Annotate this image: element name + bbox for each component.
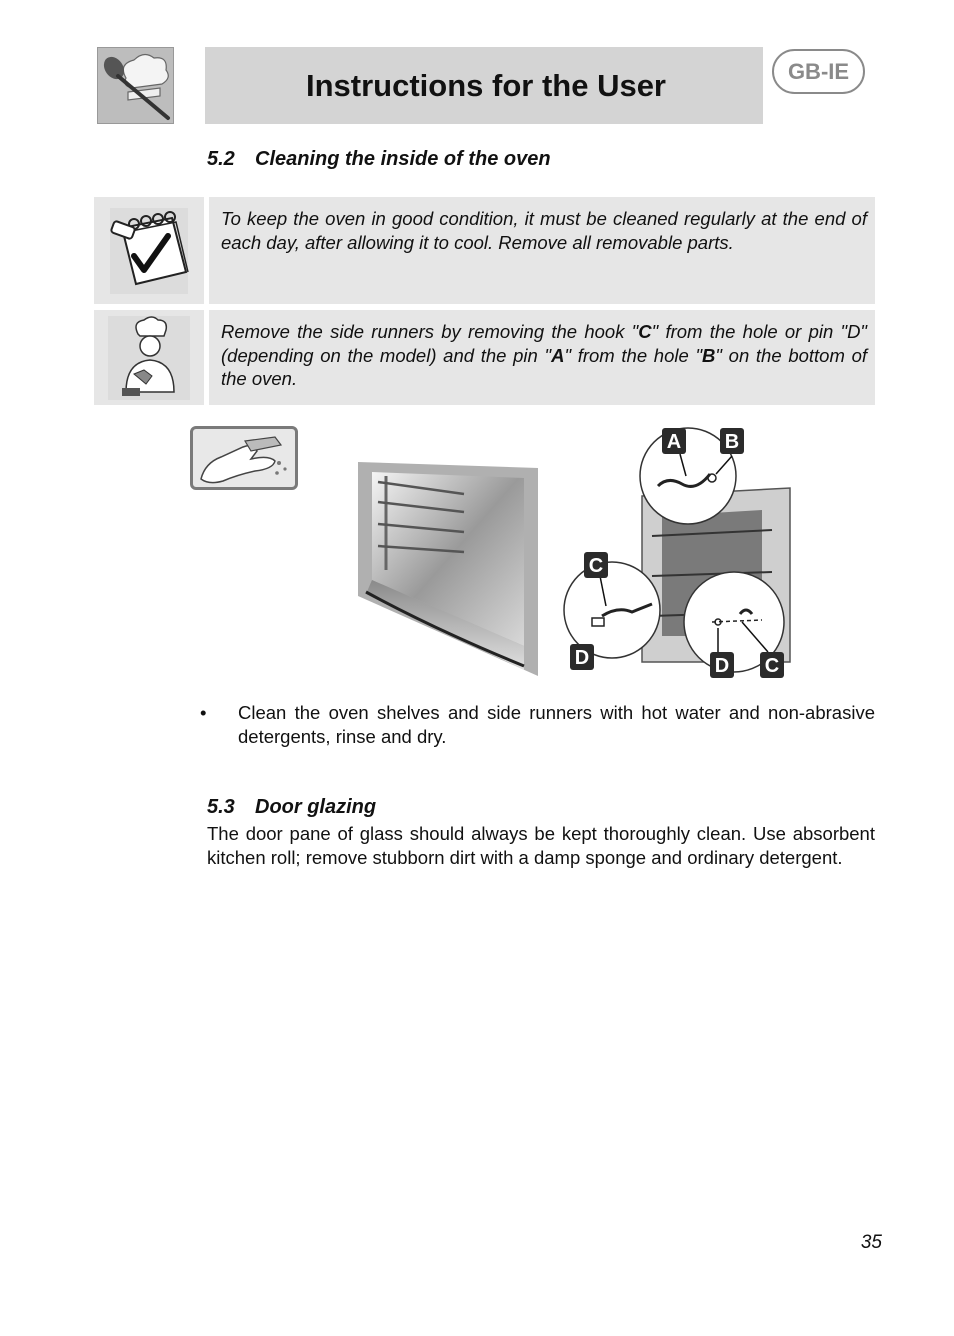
page-header-title: Instructions for the User	[306, 67, 666, 103]
language-badge: GB-IE	[772, 49, 865, 94]
section-number: 5.2	[207, 148, 235, 170]
section-title-text: Door glazing	[255, 796, 377, 818]
hand-sponge-icon	[193, 429, 295, 487]
note-box-runners	[94, 310, 875, 405]
bullet-item-clean-shelves	[198, 701, 875, 749]
runner-detail-illustration	[562, 426, 792, 678]
label-b: B	[724, 431, 740, 453]
checklist-notepad-icon	[104, 206, 194, 296]
label-c-left: C	[588, 555, 604, 577]
note-text-runners	[209, 310, 875, 405]
bullet-marker: •	[200, 702, 207, 723]
section-title-text: Cleaning the inside of the oven	[255, 148, 551, 170]
door-glazing-paragraph: The door pane of glass should always be kept thoroughly clean. Use absorbent kitchen roll; remove stubborn dirt with a damp sponge and ordinary detergent.	[207, 823, 875, 868]
label-a: A	[666, 431, 682, 453]
label-d-left: D	[574, 647, 590, 669]
header-logo	[97, 47, 174, 124]
note-box-cleaning	[94, 197, 875, 304]
page-number: 35	[860, 1232, 882, 1253]
section-heading-5-3	[207, 796, 376, 819]
spoon-chef-hat-icon	[98, 48, 174, 124]
cleaning-icon-box	[190, 426, 298, 490]
text-part-bold: A	[551, 344, 565, 366]
text-part: " from the hole "	[564, 344, 703, 366]
section-number: 5.3	[207, 796, 235, 818]
note-icon-cell	[94, 197, 204, 304]
text-part: " from the hole or pin "D" (depending on the model) and the pin "	[221, 321, 868, 366]
note-icon-cell	[94, 310, 204, 405]
bullet-text: Clean the oven shelves and side runners with hot water and non-abrasive detergents, rinse and dry.	[238, 702, 875, 747]
section-heading-5-2	[207, 148, 551, 171]
text-part-bold: C	[638, 321, 652, 342]
label-d-right: D	[714, 655, 730, 677]
text-part-bold: B	[702, 344, 716, 366]
text-part: Remove the side runners by removing the hook "	[221, 321, 639, 342]
note-text-cleaning: To keep the oven in good condition, it must be cleaned regularly at the end of each day, after allowing it to cool. Remove all removable parts.	[209, 197, 875, 304]
header-title-bar	[205, 47, 763, 124]
text-part: " on the bottom of the oven.	[221, 344, 867, 389]
chef-icon	[104, 314, 194, 402]
label-c-right: C	[764, 655, 780, 677]
oven-interior-illustration	[356, 460, 540, 678]
